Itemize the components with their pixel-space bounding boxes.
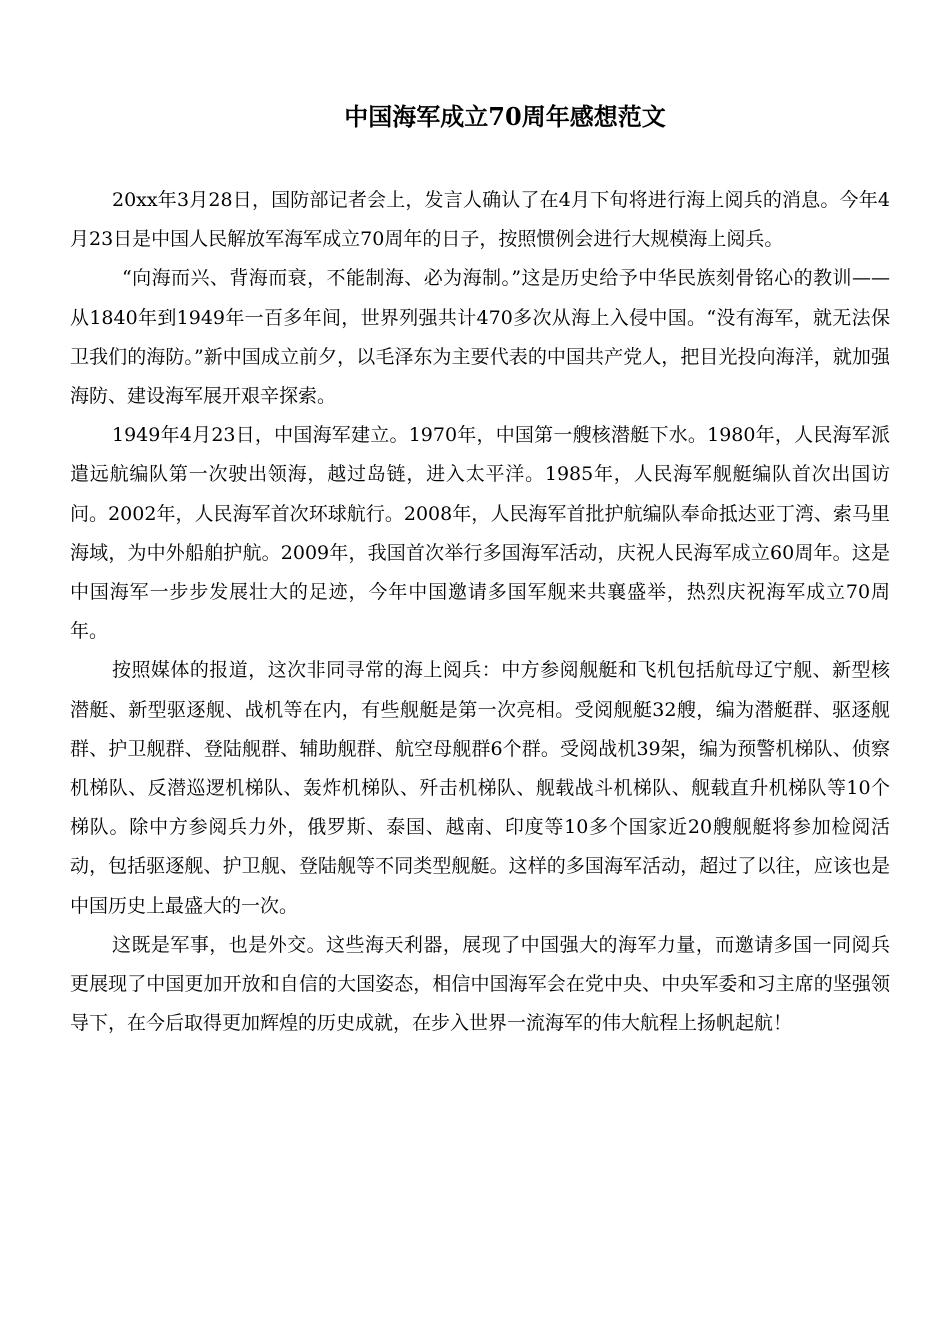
- paragraph-1: 20xx年3月28日，国防部记者会上，发言人确认了在4月下旬将进行海上阅兵的消息。今年4月23日是中国人民解放军海军成立70周年的日子，按照惯例会进行大规模海上阅兵。: [70, 189, 890, 251]
- paragraph-3: 1949年4月23日，中国海军建立。1970年，中国第一艘核潜艇下水。1980年，人民海军派遣远航编队第一次驶出领海，越过岛链，进入太平洋。1985年，人民海军舰艇编队首次出国访问。2002年，人民海军首次环球航行。2008年，人民海军首批护航编队奉命抵达亚丁湾、索马里海域，为中外船舶护航。2009年，我国首次举行多国海军活动，庆祝人民海军成立60周年。这是中国海军一步步发展壮大的足迹，今年中国邀请多国军舰来共襄盛举，热烈庆祝海军成立70周年。: [70, 424, 890, 643]
- paragraph-5: 这既是军事，也是外交。这些海天利器，展现了中国强大的海军力量，而邀请多国一同阅兵更展现了中国更加开放和自信的大国姿态，相信中国海军会在党中央、中央军委和习主席的坚强领导下，在今后取得更加辉煌的历史成就，在步入世界一流海军的伟大航程上扬帆起航！: [70, 933, 890, 1035]
- document-title: 中国海军成立70周年感想范文: [344, 102, 666, 131]
- document-body: [70, 181, 890, 1043]
- paragraph-2: “向海而兴、背海而衰，不能制海、必为海制。”这是历史给予中华民族刻骨铭心的教训——从1840年到1949年一百多年间，世界列强共计470多次从海上入侵中国。“没有海军，就无法保卫我们的海防。”新中国成立前夕，以毛泽东为主要代表的中国共产党人，把目光投向海洋，就加强海防、建设海军展开艰辛探索。: [70, 267, 890, 408]
- paragraph-4: 按照媒体的报道，这次非同寻常的海上阅兵：中方参阅舰艇和飞机包括航母辽宁舰、新型核潜艇、新型驱逐舰、战机等在内，有些舰艇是第一次亮相。受阅舰艇32艘，编为潜艇群、驱逐舰群、护卫舰群、登陆舰群、辅助舰群、航空母舰群6个群。受阅战机39架，编为预警机梯队、侦察机梯队、反潜巡逻机梯队、轰炸机梯队、歼击机梯队、舰载战斗机梯队、舰载直升机梯队等10个梯队。除中方参阅兵力外，俄罗斯、泰国、越南、印度等10多个国家近20艘舰艇将参加检阅活动，包括驱逐舰、护卫舰、登陆舰等不同类型舰艇。这样的多国海军活动，超过了以往，应该也是中国历史上最盛大的一次。: [70, 659, 890, 917]
